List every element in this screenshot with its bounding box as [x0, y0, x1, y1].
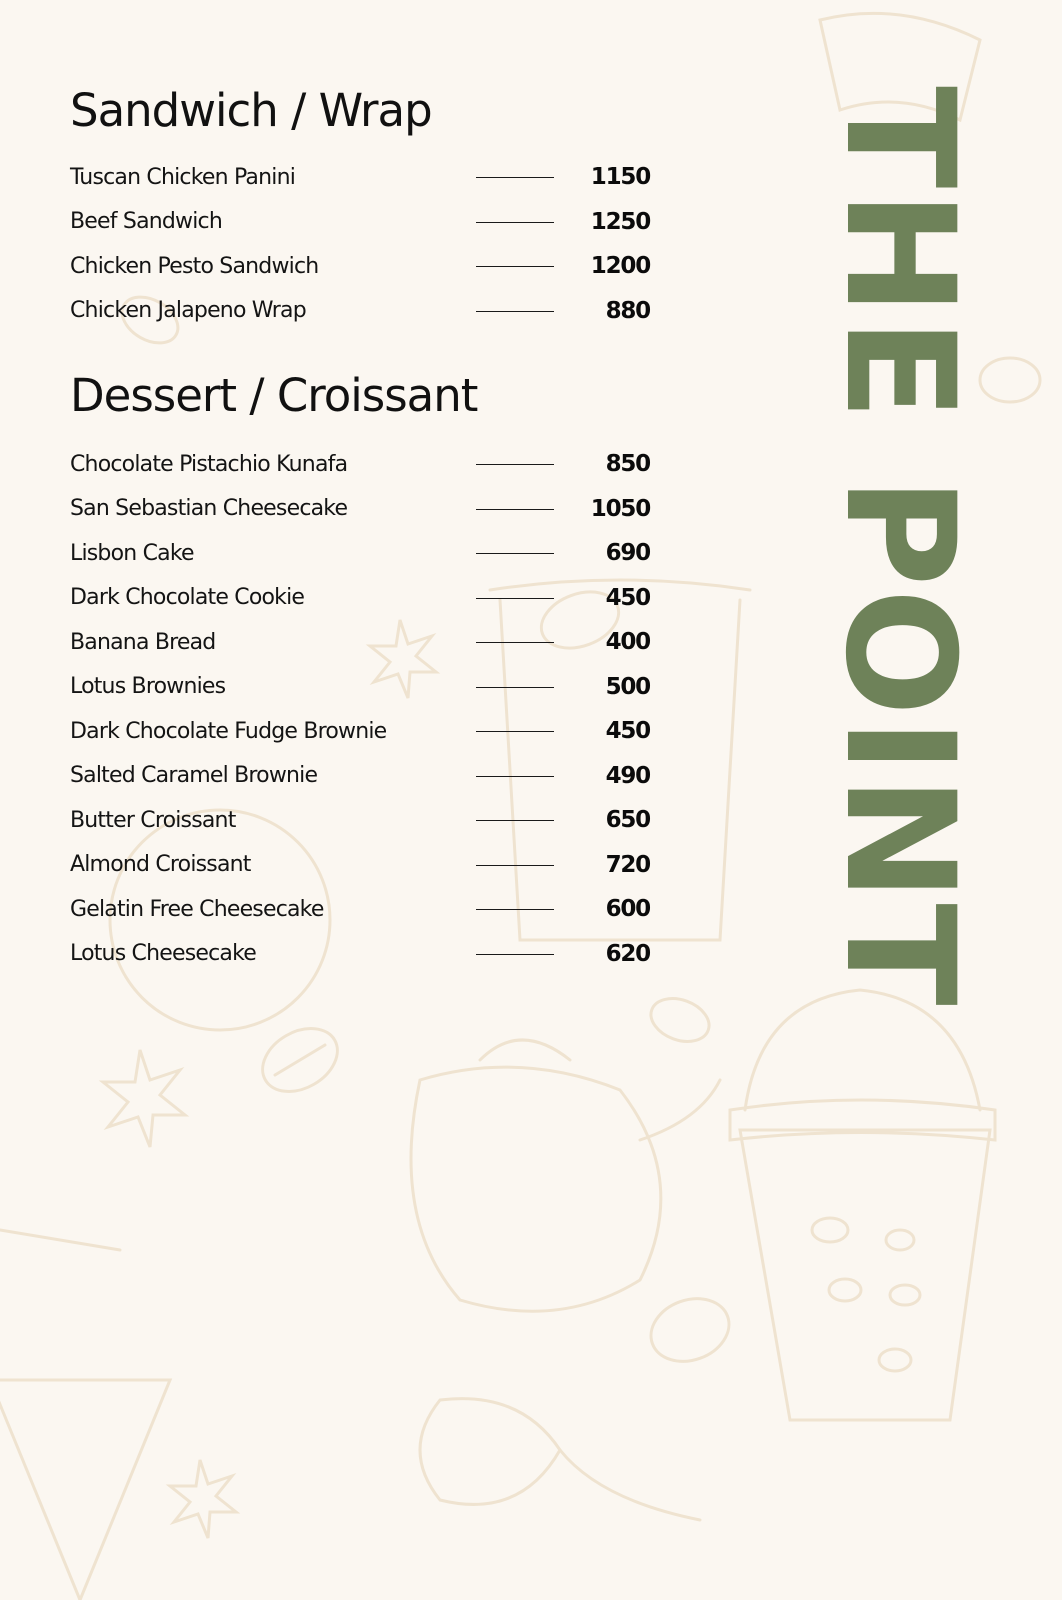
leader-line: [476, 642, 554, 643]
leader-line: [476, 509, 554, 510]
item-name: Chicken Pesto Sandwich: [70, 253, 319, 279]
menu-item: [70, 442, 650, 487]
item-price: 450: [605, 718, 650, 745]
leader-line: [476, 266, 554, 267]
menu-content: [70, 70, 650, 976]
menu-item: [70, 887, 650, 932]
item-price: 500: [605, 673, 650, 700]
item-name: Banana Bread: [70, 629, 216, 655]
leader-line: [476, 954, 554, 955]
item-name: Chocolate Pistachio Kunafa: [70, 451, 348, 477]
menu-item-list: [70, 442, 650, 976]
leader-line: [476, 776, 554, 777]
item-name: Dark Chocolate Fudge Brownie: [70, 718, 387, 744]
menu-item: [70, 531, 650, 576]
item-price: 1050: [590, 495, 650, 522]
leader-line: [476, 553, 554, 554]
item-name: Chicken Jalapeno Wrap: [70, 298, 306, 324]
item-name: Lisbon Cake: [70, 540, 194, 566]
leader-line: [476, 687, 554, 688]
item-name: Lotus Cheesecake: [70, 941, 256, 967]
item-name: San Sebastian Cheesecake: [70, 496, 348, 522]
menu-item: [70, 200, 650, 245]
item-price: 880: [605, 297, 650, 324]
item-price: 1250: [590, 208, 650, 235]
item-name: Butter Croissant: [70, 807, 236, 833]
item-name: Lotus Brownies: [70, 674, 226, 700]
leader-line: [476, 464, 554, 465]
leader-line: [476, 598, 554, 599]
leader-line: [476, 909, 554, 910]
item-name: Dark Chocolate Cookie: [70, 585, 305, 611]
brand-name: THE POINT: [812, 86, 986, 1008]
menu-item: [70, 843, 650, 888]
item-price: 490: [605, 762, 650, 789]
teapot-doodle: [411, 1040, 720, 1311]
item-name: Gelatin Free Cheesecake: [70, 896, 324, 922]
leader-line: [476, 865, 554, 866]
menu-item: [70, 576, 650, 621]
menu-item: [70, 155, 650, 200]
menu-item: [70, 709, 650, 754]
item-price: 650: [605, 807, 650, 834]
item-price: 450: [605, 584, 650, 611]
item-price: 690: [605, 540, 650, 567]
section-title: Sandwich / Wrap: [70, 84, 432, 137]
brand-logo: [812, 86, 986, 1008]
leader-line: [476, 820, 554, 821]
menu-item: [70, 289, 650, 334]
item-price: 850: [605, 451, 650, 478]
item-price: 1150: [590, 164, 650, 191]
leader-line: [476, 177, 554, 178]
menu-item: [70, 244, 650, 289]
item-name: Beef Sandwich: [70, 209, 223, 235]
item-price: 600: [605, 896, 650, 923]
item-name: Almond Croissant: [70, 852, 251, 878]
menu-section-sandwich-wrap: [70, 84, 650, 333]
item-name: Salted Caramel Brownie: [70, 763, 318, 789]
leader-line: [476, 731, 554, 732]
menu-item: [70, 665, 650, 710]
leader-line: [476, 311, 554, 312]
item-name: Tuscan Chicken Panini: [70, 164, 296, 190]
item-price: 620: [605, 940, 650, 967]
item-price: 400: [605, 629, 650, 656]
menu-item: [70, 798, 650, 843]
menu-item: [70, 932, 650, 977]
leader-line: [476, 222, 554, 223]
iced-drink-doodle: [730, 990, 995, 1420]
menu-item: [70, 487, 650, 532]
spoon-doodles: [0, 1230, 700, 1520]
menu-item: [70, 754, 650, 799]
menu-item-list: [70, 155, 650, 333]
section-title: Dessert / Croissant: [70, 369, 478, 422]
menu-section-dessert-croissant: [70, 369, 650, 976]
menu-item: [70, 620, 650, 665]
item-price: 1200: [590, 253, 650, 280]
item-price: 720: [605, 851, 650, 878]
